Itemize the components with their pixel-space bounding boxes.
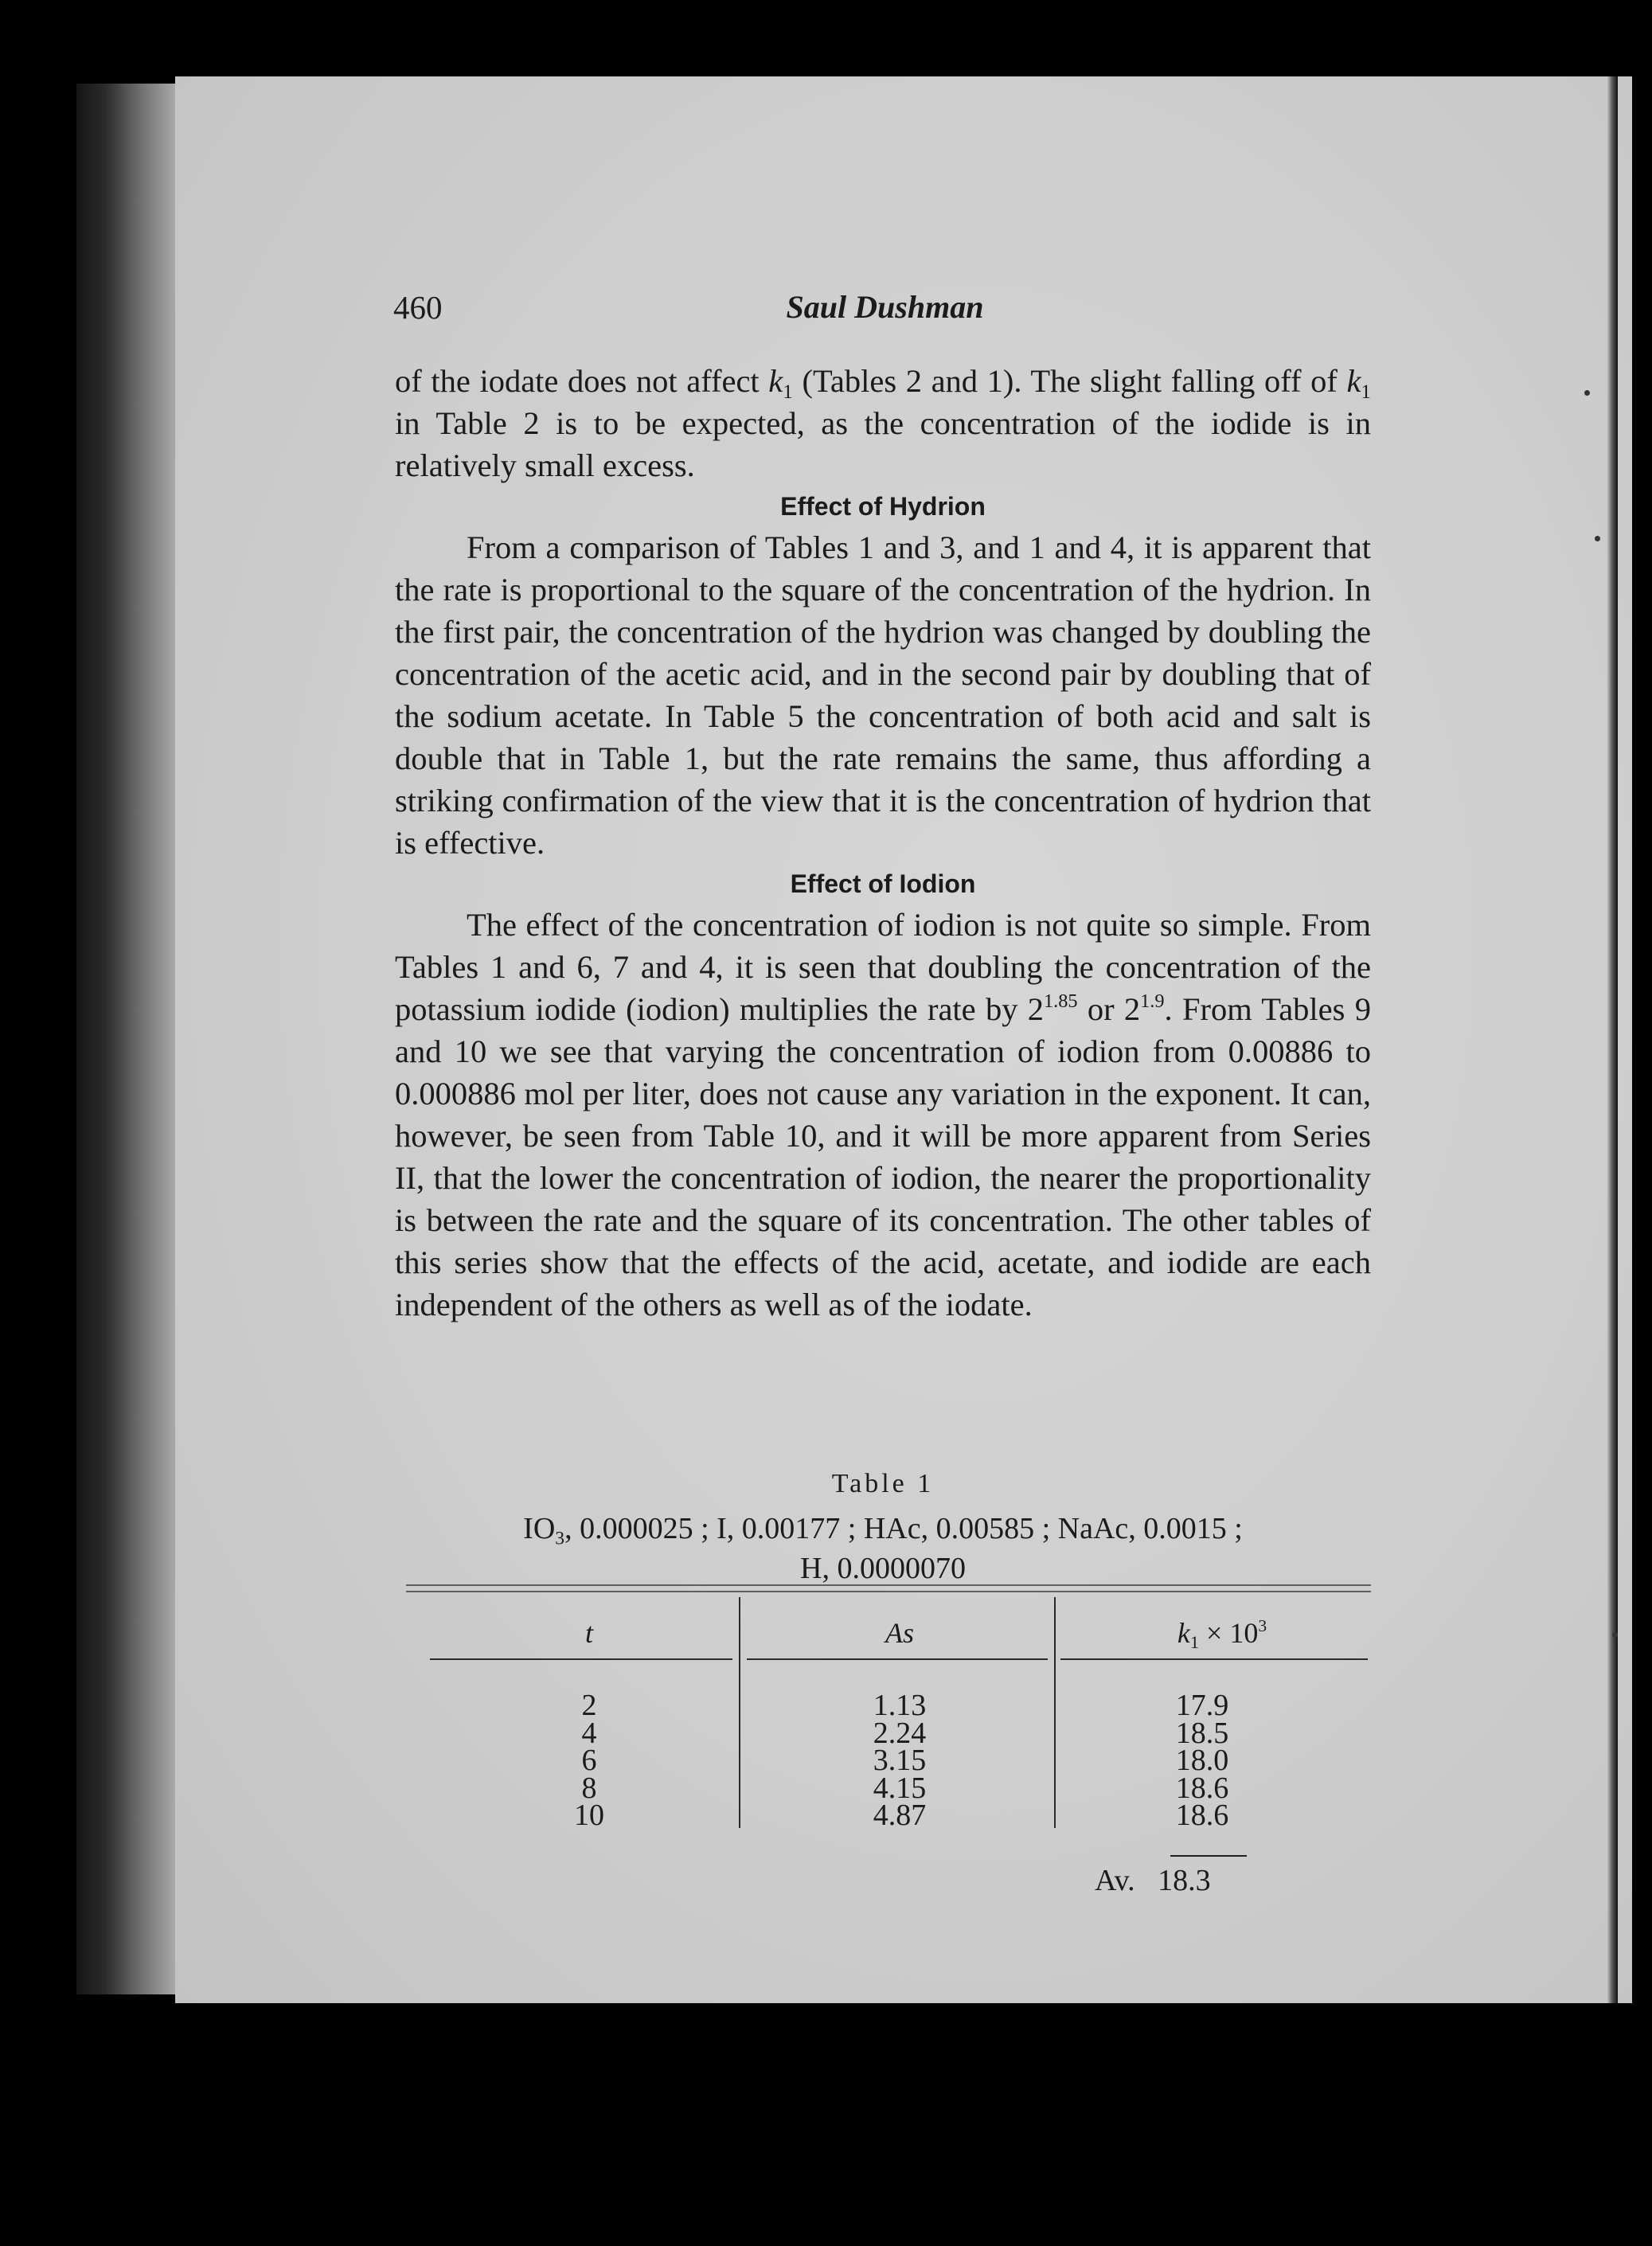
table-title: Table 1 [831,1469,935,1498]
table-cell-t: 8 [581,1771,597,1805]
table-cell-as: 2.24 [873,1716,927,1750]
average-rule [1170,1855,1247,1857]
paragraph-1-part-2: (Tables 2 and 1). The slight falling off of [792,363,1347,399]
scan-speck [1595,536,1600,541]
average-row [1095,1863,1211,1898]
table-cell-k: 18.6 [1175,1771,1229,1805]
table-cell-t: 4 [581,1716,597,1750]
caption-hydrion: H, 0.0000070 [800,1552,966,1585]
table-cell-as: 3.15 [873,1744,927,1777]
table-cell-as: 4.15 [873,1771,927,1805]
column-header-k-subscript: 1 [1189,1632,1200,1653]
body-text [395,360,1371,1326]
table-top-rule [406,1584,1371,1592]
scan-speck [1584,390,1590,396]
column-header-as-text: As [885,1617,914,1649]
table-cell-t: 2 [581,1689,597,1722]
column-divider [1054,1597,1056,1828]
paragraph-iodion-part-1: The effect of the concentration of iodion is not quite so simple. From Tables 1 and 6, 7 and 4, it is seen that doubling the concentration of the potassium iodide (iodion) multiplies the rate by [395,907,1371,1027]
paragraph-iodion-part-2: or [1077,991,1124,1027]
header-rule [747,1658,1048,1660]
caption-concentrations: , 0.000025 ; I, 0.00177 ; HAc, 0.00585 ; NaAc, 0.0015 ; [564,1512,1243,1545]
power-base: 2 [1123,991,1141,1027]
table-cell-as: 4.87 [873,1799,927,1832]
column-header-t [557,1616,621,1650]
table-cell-t: 6 [581,1744,597,1777]
caption-iodate: IO [523,1512,556,1545]
scan-speck [1612,1632,1618,1638]
average-label: Av. [1095,1864,1135,1897]
table-cell-k: 17.9 [1175,1689,1229,1722]
exponent-1: 1.85 [1044,990,1078,1013]
table-cell-as: 1.13 [873,1689,927,1722]
running-head: Saul Dushman [786,289,984,325]
table-cell-t: 10 [574,1799,604,1832]
section-heading-iodion: Effect of Iodion [790,869,976,898]
rate-constant-subscript: 1 [783,381,793,404]
paragraph-iodion-part-3: . From Tables 9 and 10 we see that varying the concentration of iodion from 0.00886 to 0.000886 mol per liter, does not cause any variation in the exponent. It can, however, be seen from Table 10, and it will be more apparent from Series II, that the lower the concentration of iodion, the nearer the proportionality is between the rate and the square of its concentration. The other tables of this series show that the effects of the acid, acetate, and iodide are each independent of the others as well as of the iodate. [395,991,1371,1322]
page-edge [1607,76,1618,2003]
column-header-multiplier: × 10 [1199,1617,1259,1649]
paragraph-iodion [395,904,1371,1326]
page-header [393,288,1377,336]
header-rule [1060,1658,1368,1660]
table-caption [395,1509,1371,1588]
exponent-2: 1.9 [1140,990,1165,1013]
column-divider [739,1597,740,1828]
table-cell-k: 18.6 [1175,1799,1229,1832]
paragraph-hydrion: From a comparison of Tables 1 and 3, and 1 and 4, it is apparent that the rate is proportional to the square of the concentration of the hydrion. In the first pair, the concentration of the hydrion was changed by doubling the concentration of the acetic acid, and in the second pair by doubling that of the sodium acetate. In Table 5 the concentration of both acid and salt is double that in Table 1, but the rate remains the same, thus affording a striking confirmation of the view that it is the concentration of hydrion that is effective. [395,529,1371,861]
header-rule [430,1658,732,1660]
page-number: 460 [393,289,443,326]
paragraph-1-part-1: of the iodate does not affect [395,363,769,399]
column-header-t-text: t [584,1617,593,1649]
section-heading-hydrion: Effect of Hydrion [780,492,986,521]
table-cell-k: 18.0 [1175,1744,1229,1777]
rate-constant-symbol: k [1346,363,1361,399]
column-header-exponent: 3 [1258,1615,1267,1635]
caption-iodate-subscript: 3 [555,1528,565,1549]
book-spine-shadow [76,84,175,1994]
paragraph-1-part-3: in Table 2 is to be expected, as the concentration of the iodide is in relatively small excess. [395,405,1371,483]
average-value: 18.3 [1158,1864,1211,1897]
table-cell-k: 18.5 [1175,1716,1229,1750]
column-header-as [848,1616,951,1650]
rate-constant-subscript: 1 [1361,381,1371,404]
rate-constant-symbol: k [768,363,783,399]
column-header-k [1142,1615,1302,1653]
power-base: 2 [1027,991,1045,1027]
column-header-k-symbol: k [1177,1617,1190,1649]
paragraph-1 [395,360,1371,486]
